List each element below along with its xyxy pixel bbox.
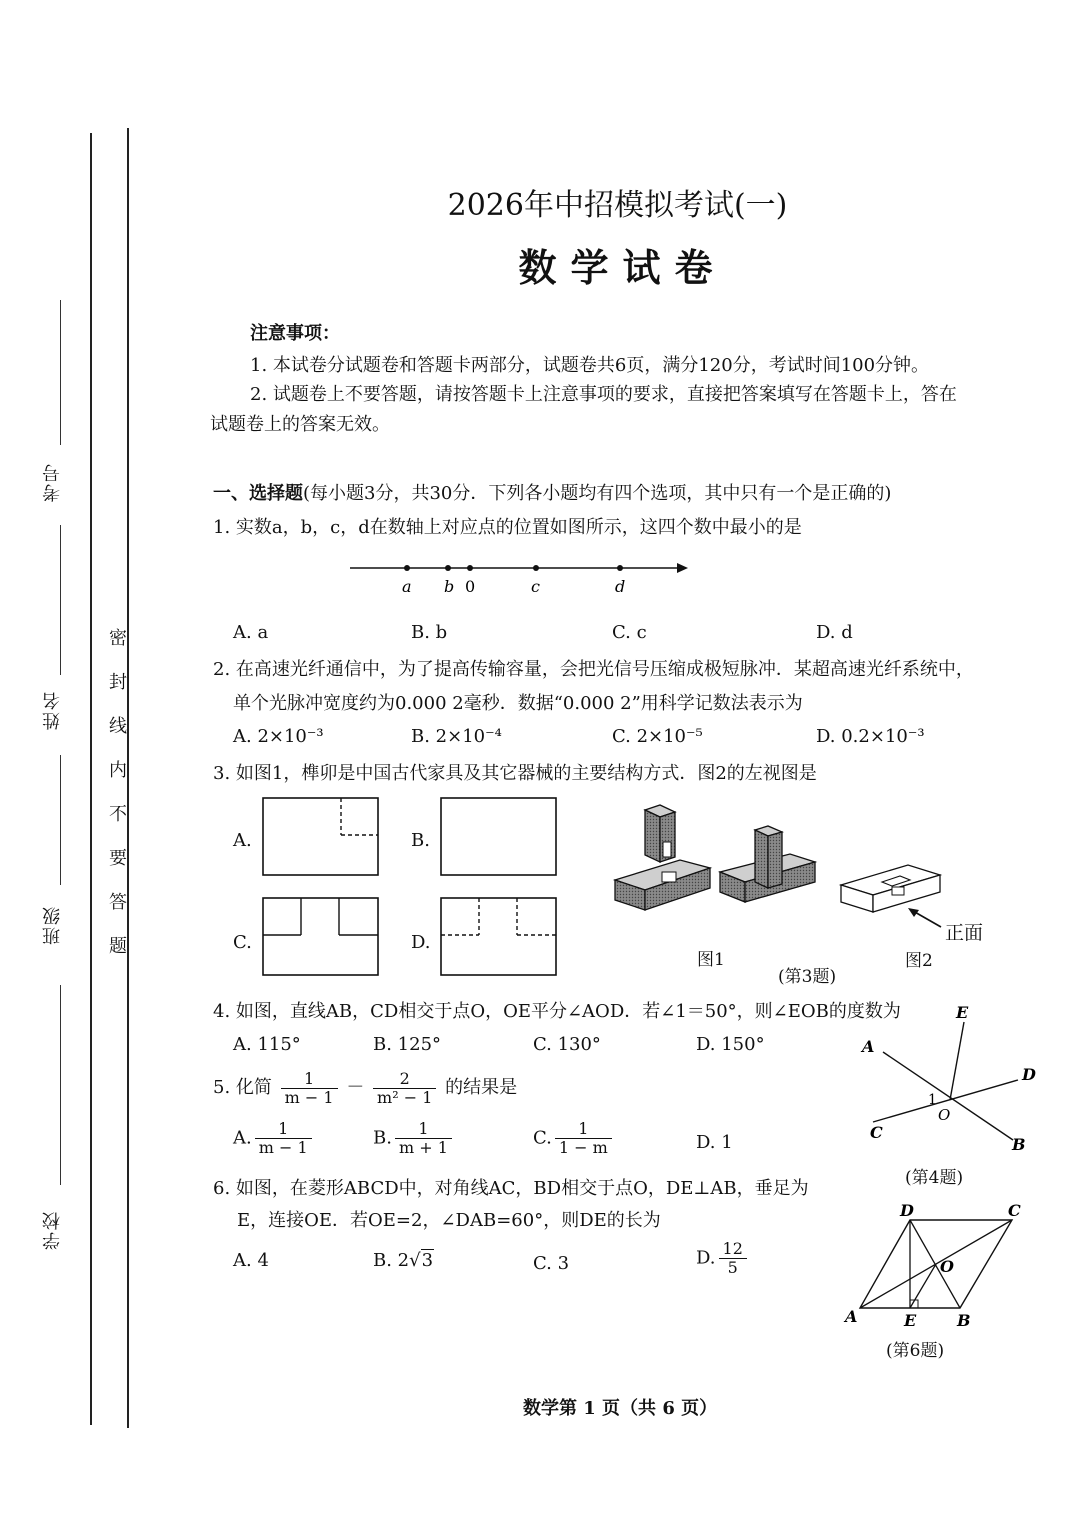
margin-line-left <box>90 133 92 1425</box>
q3-figure-2-caption: 图2 <box>905 951 933 971</box>
q5-frac1-den: m − 1 <box>284 1087 334 1107</box>
q6-stem-line1: 6. 如图，在菱形ABCD中，对角线AC，BD相交于点O，DE⊥AB，垂足为 <box>213 1178 809 1199</box>
q6-label-o: O <box>940 1257 954 1276</box>
exam-no-blank <box>60 300 61 445</box>
q2-option-b[interactable]: B. 2×10⁻⁴ <box>411 726 502 747</box>
q6-option-c[interactable]: C. 3 <box>533 1253 570 1274</box>
notice-item-1: 1. 本试卷分试题卷和答题卡两部分，试题卷共6页，满分120分，考试时间100分钟。 <box>250 355 930 376</box>
school-label: 学校 <box>42 1210 63 1250</box>
q6-label-a: A <box>845 1307 858 1326</box>
name-label: 姓名 <box>42 690 63 730</box>
q6-d-den: 5 <box>727 1258 738 1277</box>
q5-option-b-label: B. <box>373 1127 392 1149</box>
section-description: (每小题3分，共30分．下列各小题均有四个选项，其中只有一个是正确的) <box>303 483 892 504</box>
q6-option-d[interactable] <box>696 1240 750 1277</box>
q5-c-num: 1 <box>555 1120 612 1139</box>
q5-suffix: 的结果是 <box>445 1077 518 1098</box>
q5-option-b-fraction <box>395 1120 452 1157</box>
paper-title: 数学试卷 <box>518 245 727 290</box>
q5-minus: － <box>346 1077 365 1098</box>
q6-label-c: C <box>1008 1201 1021 1220</box>
q6-d-num: 12 <box>719 1240 747 1259</box>
q3-option-a-label[interactable]: A. <box>233 830 252 851</box>
section-heading <box>213 480 891 508</box>
exam-no-label: 考号 <box>42 462 63 502</box>
axis-label-b: b <box>444 577 455 596</box>
q5-option-a[interactable] <box>233 1120 315 1157</box>
front-arrow-icon <box>905 905 945 935</box>
q4-option-a[interactable]: A. 115° <box>233 1034 301 1055</box>
section-title: 一、选择题 <box>213 483 303 504</box>
q5-b-num: 1 <box>395 1120 452 1139</box>
q5-option-a-label: A. <box>233 1127 252 1149</box>
q6-option-b[interactable]: B. 2√3 <box>373 1250 434 1271</box>
q6-option-d-label: D. <box>696 1247 716 1269</box>
q1-option-c[interactable]: C. c <box>612 622 647 643</box>
q6-caption: (第6题) <box>886 1341 945 1361</box>
q5-a-den: m − 1 <box>258 1138 308 1157</box>
q5-stem <box>213 1066 517 1110</box>
q4-option-d[interactable]: D. 150° <box>696 1034 765 1055</box>
exam-no-blank-2 <box>60 525 61 675</box>
q4-stem: 4. 如图，直线AB，CD相交于点O，OE平分∠AOD．若∠1＝50°，则∠EOB的度数为 <box>213 1001 901 1022</box>
q6-stem-line2: E，连接OE．若OE=2，∠DAB=60°，则DE的长为 <box>237 1210 661 1231</box>
q3-option-c-figure[interactable] <box>262 897 380 977</box>
q4-label-o: O <box>938 1106 951 1124</box>
q3-option-d-label[interactable]: D. <box>411 932 431 953</box>
q5-option-b[interactable] <box>373 1120 455 1157</box>
q5-a-num: 1 <box>255 1120 312 1139</box>
q4-option-c[interactable]: C. 130° <box>533 1034 601 1055</box>
q3-stem: 3. 如图1，榫卯是中国古代家具及其它器械的主要结构方式．图2的左视图是 <box>213 763 817 784</box>
q4-label-1: 1 <box>928 1092 937 1108</box>
q6-option-b-radicand: 3 <box>421 1250 434 1271</box>
q2-option-a[interactable]: A. 2×10⁻³ <box>233 726 324 747</box>
q2-stem-line2: 单个光脉冲宽度约为0.000 2毫秒．数据“0.000 2”用科学记数法表示为 <box>233 693 803 714</box>
q2-option-c[interactable]: C. 2×10⁻⁵ <box>612 726 703 747</box>
q6-option-b-label: B. 2 <box>373 1250 410 1271</box>
q1-number-line <box>345 555 695 605</box>
q4-label-c: C <box>870 1123 883 1142</box>
notice-item-2-cont: 试题卷上的答案无效。 <box>210 414 390 435</box>
q5-option-d[interactable]: D. 1 <box>696 1132 733 1153</box>
q5-frac2-den: m² − 1 <box>377 1087 433 1107</box>
q2-stem-line1: 2. 在高速光纤通信中，为了提高传输容量，会把光信号压缩成极短脉冲．某超高速光纤系统中， <box>213 659 974 680</box>
q6-label-e: E <box>904 1311 917 1330</box>
class-blank <box>60 985 61 1185</box>
q1-option-a[interactable]: A. a <box>233 622 269 643</box>
q6-option-d-fraction <box>719 1240 747 1277</box>
q3-option-c-label[interactable]: C. <box>233 932 252 953</box>
q2-option-d[interactable]: D. 0.2×10⁻³ <box>816 726 925 747</box>
q3-caption: (第3题) <box>778 967 837 987</box>
q5-fraction-1 <box>281 1070 338 1107</box>
q5-option-a-fraction <box>255 1120 312 1157</box>
q4-figure <box>858 1000 1048 1160</box>
q1-option-d[interactable]: D. d <box>816 622 853 643</box>
axis-label-a: a <box>402 577 412 596</box>
q6-option-a[interactable]: A. 4 <box>233 1250 269 1271</box>
q5-option-c-label: C. <box>533 1127 552 1149</box>
page-footer: 数学第 1 页（共 6 页） <box>523 1398 718 1419</box>
q6-figure <box>840 1200 1040 1335</box>
q6-label-d: D <box>900 1201 914 1220</box>
notice-heading: 注意事项： <box>250 323 340 344</box>
q5-fraction-2 <box>373 1070 436 1107</box>
class-label: 班级 <box>42 905 63 945</box>
q5-c-den: 1 − m <box>558 1138 608 1157</box>
axis-label-c: c <box>531 577 540 596</box>
q6-label-b: B <box>957 1311 971 1330</box>
q1-option-b[interactable]: B. b <box>411 622 448 643</box>
q3-figure-1 <box>610 800 850 920</box>
name-blank <box>60 755 61 885</box>
axis-label-0: 0 <box>465 577 476 596</box>
q5-option-c-fraction <box>555 1120 612 1157</box>
q4-label-e: E <box>956 1003 969 1022</box>
q1-stem: 1. 实数a，b，c，d在数轴上对应点的位置如图所示，这四个数中最小的是 <box>213 517 802 538</box>
q5-option-c[interactable] <box>533 1120 615 1157</box>
front-label: 正面 <box>945 922 984 944</box>
q3-option-d-figure[interactable] <box>440 897 558 977</box>
q4-option-b[interactable]: B. 125° <box>373 1034 442 1055</box>
axis-label-d: d <box>615 577 626 596</box>
q5-frac1-num: 1 <box>281 1070 338 1089</box>
q5-frac2-num: 2 <box>373 1070 436 1089</box>
q3-option-b-label[interactable]: B. <box>411 830 430 851</box>
exam-title: 2026年中招模拟考试(一) <box>447 188 788 223</box>
q3-option-a-figure[interactable] <box>262 797 380 877</box>
notice-item-2: 2. 试题卷上不要答题，请按答题卡上注意事项的要求，直接把答案填写在答题卡上，答在 <box>250 384 957 405</box>
q4-label-a: A <box>862 1037 875 1056</box>
q5-prefix: 5. 化简 <box>213 1077 272 1098</box>
q4-label-b: B <box>1012 1135 1026 1154</box>
q5-b-den: m + 1 <box>398 1138 448 1157</box>
q3-option-b-figure[interactable] <box>440 797 558 877</box>
q4-label-d: D <box>1022 1065 1036 1084</box>
q4-caption: (第4题) <box>905 1168 964 1188</box>
seal-text: 密封线内不要答题 <box>106 628 127 980</box>
q3-figure-1-caption: 图1 <box>697 950 725 970</box>
